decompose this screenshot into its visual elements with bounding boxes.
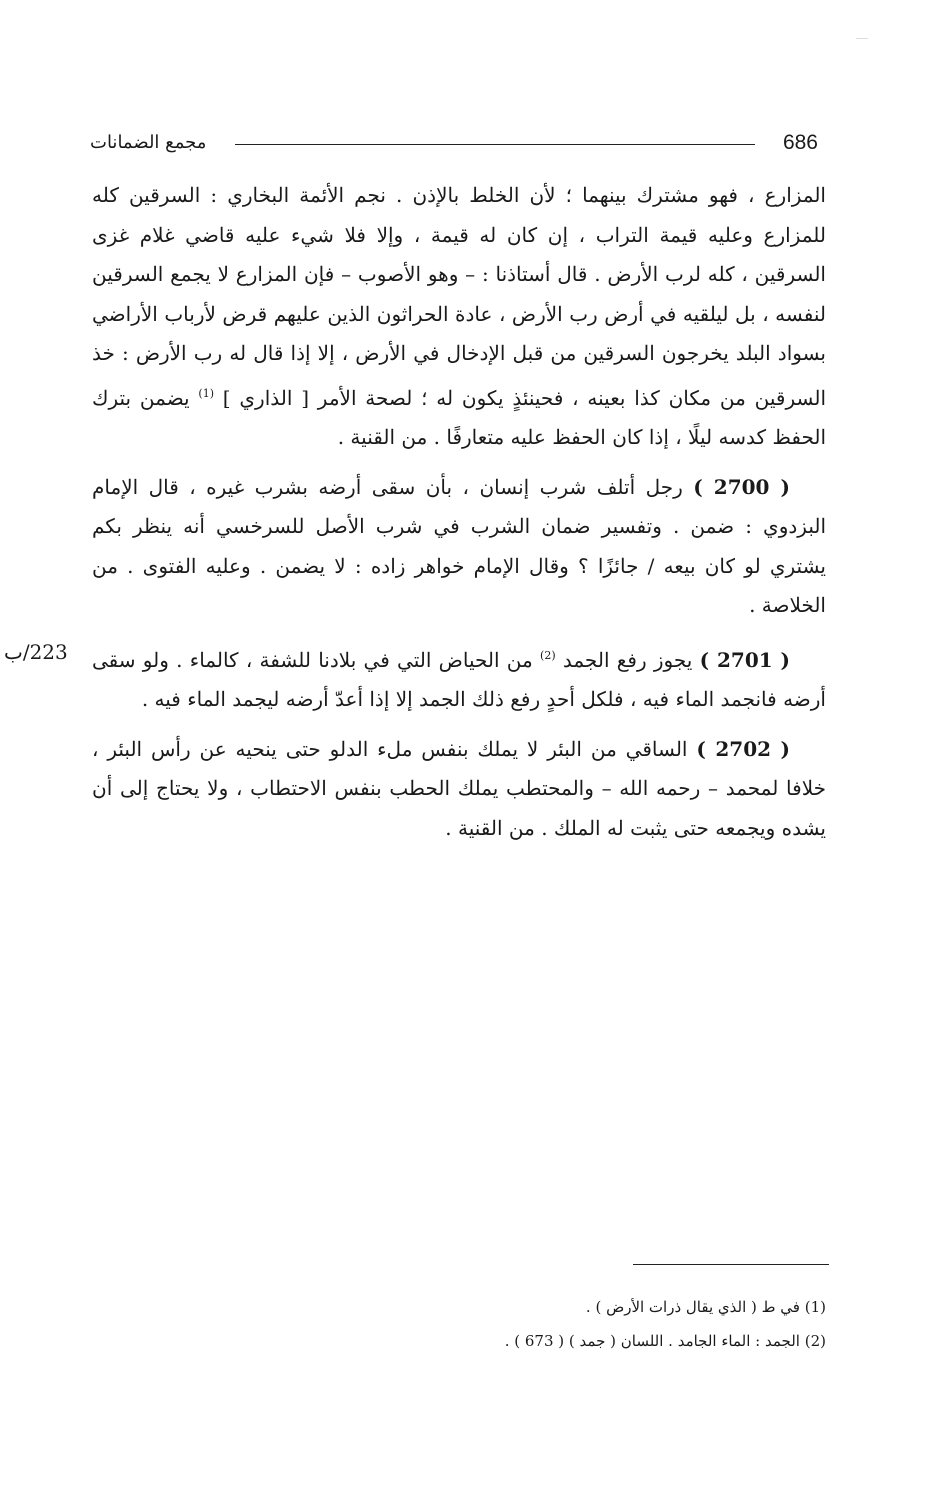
footnotes <box>300 1290 826 1358</box>
paragraph-text-after: من الحياض التي في بلادنا للشفة ، كالماء . ولو سقى أرضه فانجمد الماء فيه ، فلكل أحدٍ رفع ذلك الجمد إلا إذا أعدّ أرضه ليجمد الماء فيه . <box>92 647 826 711</box>
running-header <box>90 128 830 160</box>
paragraph-number: ( 2700 ) <box>693 474 790 499</box>
body-text <box>92 176 826 848</box>
paragraph-text-after: يضمن بترك الحفظ كدسه ليلًا ، إذا كان الحفظ عليه متعارفًا . من القنية . <box>92 385 826 449</box>
footnote-2: (2) الجمد : الماء الجامد . اللسان ( جمد ) ( 673 ) . <box>504 1332 826 1350</box>
paragraph-continuation <box>92 176 826 458</box>
footnote-ref-1: (1) <box>198 386 214 400</box>
page-number: 686 <box>782 131 818 154</box>
paragraph-number: ( 2702 ) <box>696 736 790 761</box>
manuscript-folio-note: 223/ب <box>4 640 68 664</box>
paragraph-number: ( 2701 ) <box>699 647 790 672</box>
footnote-rule <box>633 1264 829 1265</box>
paragraph-text: رجل أتلف شرب إنسان ، بأن سقى أرضه بشرب غيره ، قال الإمام البزدوي : ضمن . وتفسير ضمان الشرب في شرب الأصل للسرخسي أنه ينظر بكم يشتري لو كان بيعه / جائزًا ؟ وقال الإمام خواهر زاده : لا يضمن . وعليه الفتوى . من الخلاصة . <box>92 474 826 617</box>
paragraph-2701 <box>92 636 826 720</box>
paragraph-text: المزارع ، فهو مشترك بينهما ؛ لأن الخلط بالإذن . نجم الأئمة البخاري : السرقين كله للمزارع وعليه قيمة التراب ، إن كان له قيمة ، وإلا فلا شيء عليه قاضي غلام غزى السرقين ، كله لرب الأرض . قال أستاذنا : – وهو الأصوب – فإن المزارع لا يجمع السرقين لنفسه ، بل ليلقيه في أرض رب الأرض ، عادة الحراثون الذين عليهم قرض لأرباب الأراضي بسواد البلد يخرجون السرقين من قبل الإدخال في الأرض ، إلا إذا قال له رب الأرض : خذ السرقين من مكان كذا بعينه ، فحينئذٍ يكون له ؛ لصحة الأمر [ الذاري ] <box>92 183 826 410</box>
header-rule <box>235 144 755 145</box>
footnote-1: (1) في ط ( الذي يقال ذرات الأرض ) . <box>585 1298 826 1316</box>
paragraph-2700 <box>92 468 826 626</box>
scan-artifact <box>856 38 868 39</box>
paragraph-text: الساقي من البئر لا يملك بنفس ملء الدلو حتى ينحيه عن رأس البئر ، خلافا لمحمد – رحمه الله – والمحتطب يملك الحطب بنفس الاحتطاب ، ولا يحتاج إلى أن يشده ويجمعه حتى يثبت له الملك . من القنية . <box>92 736 826 840</box>
paragraph-2702 <box>92 730 826 849</box>
footnote-ref-2: (2) <box>540 648 556 662</box>
book-title: مجمع الضمانات <box>90 132 207 153</box>
paragraph-text: يجوز رفع الجمد <box>555 647 700 672</box>
